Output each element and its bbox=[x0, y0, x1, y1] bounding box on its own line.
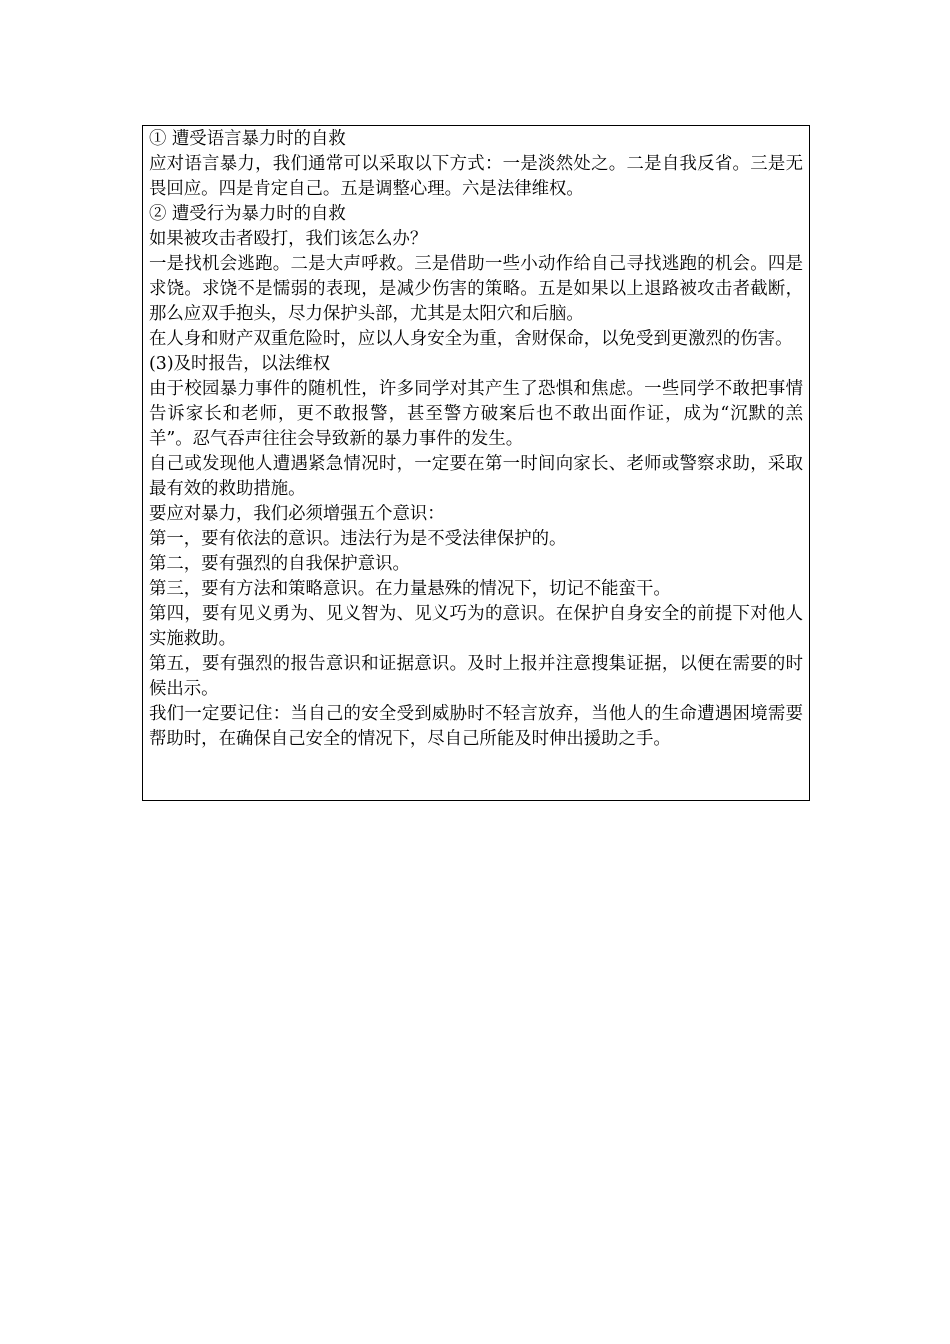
section-heading-physical-violence: ② 遭受行为暴力时的自救 bbox=[149, 204, 346, 224]
paragraph-fear-and-silence: 由于校园暴力事件的随机性，许多同学对其产生了恐惧和焦虑。一些同学不敢把事情告诉家长和老师，更不敢报警，甚至警方破案后也不敢出面作证，成为“沉默的羔羊”。忍气吞声往往会导致新的暴力事件的发生。 bbox=[149, 379, 803, 449]
list-item-awareness-3: 第三，要有方法和策略意识。在力量悬殊的情况下，切记不能蛮干。 bbox=[149, 579, 671, 599]
paragraph-question-attacked: 如果被攻击者殴打，我们该怎么办？ bbox=[149, 229, 428, 249]
paragraph-five-awareness-intro: 要应对暴力，我们必须增强五个意识： bbox=[149, 504, 445, 524]
section-heading-verbal-violence: ① 遭受语言暴力时的自救 bbox=[149, 129, 346, 149]
paragraph-verbal-violence-responses: 应对语言暴力，我们通常可以采取以下方式：一是淡然处之。二是自我反省。三是无畏回应。四是肯定自己。五是调整心理。六是法律维权。 bbox=[149, 154, 803, 199]
section-heading-report-timely: (3)及时报告，以法维权 bbox=[149, 354, 331, 374]
document-text-box bbox=[142, 125, 810, 801]
paragraph-personal-safety-first: 在人身和财产双重危险时，应以人身安全为重，舍财保命，以免受到更激烈的伤害。 bbox=[149, 329, 793, 349]
list-item-awareness-2: 第二，要有强烈的自我保护意识。 bbox=[149, 554, 410, 574]
list-item-awareness-4: 第四，要有见义勇为、见义智为、见义巧为的意识。在保护自身安全的前提下对他人实施救助。 bbox=[149, 604, 803, 649]
paragraph-conclusion: 我们一定要记住：当自己的安全受到威胁时不轻言放弃，当他人的生命遭遇困境需要帮助时，在确保自己安全的情况下，尽自己所能及时伸出援助之手。 bbox=[149, 704, 803, 749]
paragraph-escape-strategies: 一是找机会逃跑。二是大声呼救。三是借助一些小动作给自己寻找逃跑的机会。四是求饶。求饶不是懦弱的表现，是减少伤害的策略。五是如果以上退路被攻击者截断，那么应双手抱头，尽力保护头部，尤其是太阳穴和后脑。 bbox=[149, 254, 803, 324]
list-item-awareness-1: 第一，要有依法的意识。违法行为是不受法律保护的。 bbox=[149, 529, 567, 549]
list-item-awareness-5: 第五，要有强烈的报告意识和证据意识。及时上报并注意搜集证据，以便在需要的时候出示。 bbox=[149, 654, 803, 699]
paragraph-seek-help: 自己或发现他人遭遇紧急情况时，一定要在第一时间向家长、老师或警察求助，采取最有效的救助措施。 bbox=[149, 454, 803, 499]
